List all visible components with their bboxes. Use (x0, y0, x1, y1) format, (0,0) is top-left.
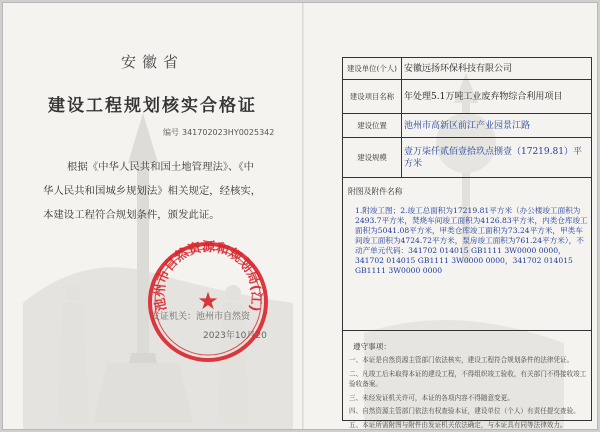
notice-item: 四、自然资源主管部门依法有权查验本证，建设单位（个人）有责任提交查验。 (349, 407, 580, 415)
row-label: 建设位置 (343, 114, 402, 137)
certificate-spread (2, 2, 598, 430)
statement-line: 本建设工程符合规划条件，颁发此证。 (43, 209, 220, 221)
svg-text:★: ★ (197, 287, 219, 315)
official-seal (145, 239, 271, 365)
notice-item: 三、未经发证机关许可，本证的各项内容不得随意变更。 (349, 393, 514, 402)
notice-item: 二、凡竣工后未取得本证的建设工程，不得组织竣工验收，有关部门不得接收竣工验收备案。 (349, 369, 587, 388)
attachment-line: 1.附竣工图；2.竣工总面积为17219.81平方米（办公楼竣工面积为2493.7平方米，焚烧车间竣工面积为4126.83平方米，内类仓库竣工面积为5041.08平方米，甲类仓库竣工面积为73.24平方米，甲类车间竣工面积为4724.72平方米，泵房竣工面积为761.24平方米），不动产单元代码：341702 014015 GB1111 3W0000 0000，341702 014015 GB1111 3W0000 0000，341702 014015 GB1111 3W0000 0000 (355, 206, 588, 275)
serial-label: 编号 (163, 128, 179, 137)
certificate-statement (43, 155, 281, 227)
certificate-front-page (3, 3, 302, 429)
certificate-title: 建设工程规划核实合格证 (48, 96, 257, 116)
row-label: 建设单位(个人) (343, 58, 402, 79)
divider (343, 330, 591, 331)
issuing-authority: 发证机关：池州市自然资 (151, 312, 251, 322)
serial-number (163, 127, 274, 138)
project-info-table (342, 57, 592, 429)
table-row (343, 80, 591, 114)
seal-text: 池州市自然资源和规划局(江) (152, 239, 264, 314)
notice-item: 一、本证是自然资源主管部门依法核实，建设工程符合规划条件的法律凭证。 (349, 356, 574, 364)
notice-list (349, 355, 587, 429)
statement-line: 根据《中华人民共和国土地管理法》、《中 (67, 161, 255, 173)
row-value: 年处理5.1万吨工业废弃物综合利用项目 (404, 91, 563, 102)
row-label: 建设项目名称 (343, 80, 402, 113)
table-row (343, 138, 591, 178)
notice-title: 遵守事项： (353, 342, 391, 351)
table-row (343, 58, 591, 80)
serial-value: 341702023HY0025342 (182, 128, 275, 137)
attachments-title: 附图及附件名称 (348, 187, 403, 196)
attachments-list (355, 206, 589, 276)
notice-item: 五、本证所需附图与附件由发证机关依法确定，与本证具有同等法律效力。 (349, 420, 567, 429)
row-value: 壹万柒仟贰佰壹拾玖点捌壹（17219.81）平方米 (404, 146, 582, 169)
province-name: 安徽省 (120, 53, 184, 71)
row-value: 池州市高新区前江产业园景江路 (404, 120, 531, 131)
issue-date: 2023年10月20 (203, 331, 267, 341)
row-label: 建设规模 (343, 138, 402, 177)
table-row (343, 114, 591, 138)
row-value: 安徽远扬环保科技有限公司 (404, 63, 513, 74)
certificate-inner-page (304, 3, 597, 429)
statement-line: 华人民共和国城乡规划法》相关规定，经核实， (43, 185, 262, 197)
